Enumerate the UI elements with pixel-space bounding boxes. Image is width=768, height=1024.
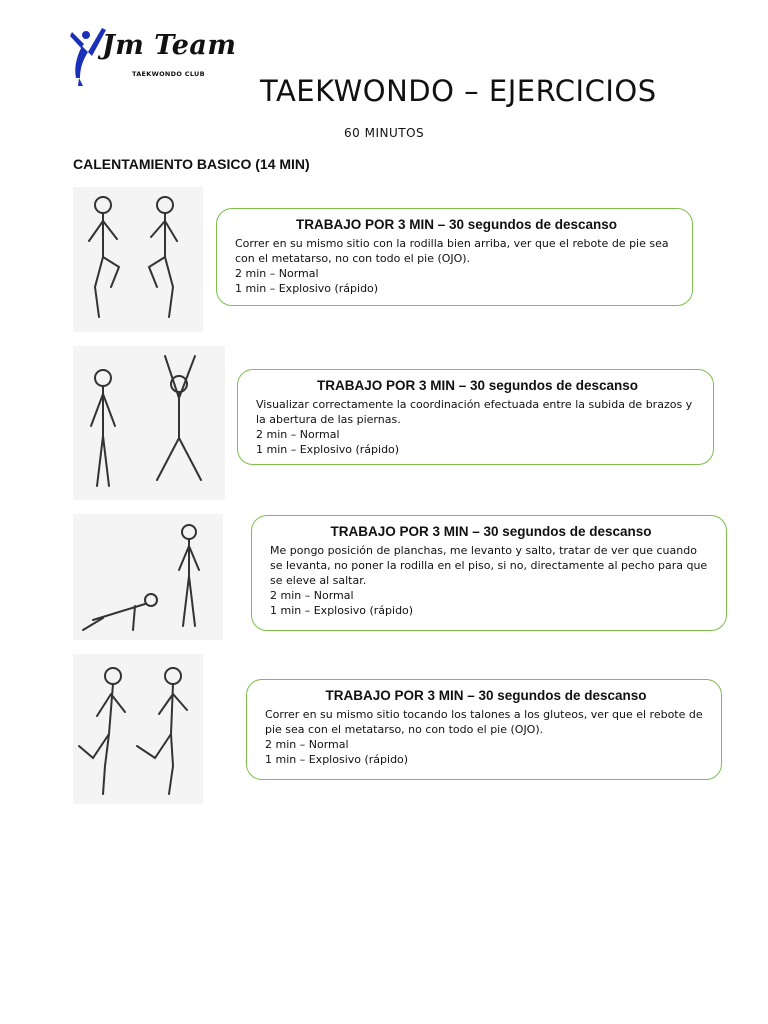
logo-brand-text: Jm Team (102, 30, 237, 61)
page-title: TAEKWONDO – EJERCICIOS (260, 74, 657, 108)
exercise-explosive: 1 min – Explosivo (rápido) (270, 604, 414, 617)
exercise-description: Correr en su mismo sitio con la rodilla bien arriba, ver que el rebote de pie sea con el metatarso, no con todo el pie (OJO). (235, 237, 669, 265)
team-logo (66, 22, 236, 92)
logo-subtitle-text: TAEKWONDO CLUB (132, 70, 205, 78)
duration-label: 60 MINUTOS (344, 126, 425, 140)
exercise-description: Visualizar correctamente la coordinación efectuada entre la subida de brazos y la abertura de las piernas. (256, 398, 693, 426)
exercise-description: Me pongo posición de planchas, me levanto y salto, tratar de ver que cuando se levanta, no poner la rodilla en el piso, si no, directamente al pecho para que se eleve al saltar. (270, 544, 708, 587)
exercise-explosive: 1 min – Explosivo (rápido) (235, 282, 379, 295)
exercise-normal: 2 min – Normal (235, 267, 319, 280)
exercise-title: TRABAJO POR 3 MIN – 30 segundos de descanso (295, 217, 618, 232)
exercise-title: TRABAJO POR 3 MIN – 30 segundos de descanso (316, 378, 639, 393)
exercise-description: Correr en su mismo sitio tocando los talones a los gluteos, ver que el rebote de pie sea con el metatarso, no con todo el pie (OJO). (265, 708, 703, 736)
exercise-card (237, 369, 714, 465)
section-title: CALENTAMIENTO BASICO (14 MIN) (73, 156, 310, 172)
exercise-explosive: 1 min – Explosivo (rápido) (265, 753, 409, 766)
exercise-title: TRABAJO POR 3 MIN – 30 segundos de descanso (325, 688, 647, 703)
exercise-card (216, 208, 693, 306)
exercise-normal: 2 min – Normal (270, 589, 354, 602)
high-knees-illustration (73, 187, 203, 332)
exercise-card (246, 679, 722, 780)
exercise-title: TRABAJO POR 3 MIN – 30 segundos de descanso (330, 524, 652, 539)
butt-kicks-illustration (73, 654, 203, 804)
exercise-normal: 2 min – Normal (256, 428, 340, 441)
exercise-normal: 2 min – Normal (265, 738, 349, 751)
exercise-explosive: 1 min – Explosivo (rápido) (256, 443, 400, 456)
jumping-jacks-illustration (73, 346, 225, 500)
exercise-card (251, 515, 727, 631)
burpee-illustration (73, 514, 223, 640)
